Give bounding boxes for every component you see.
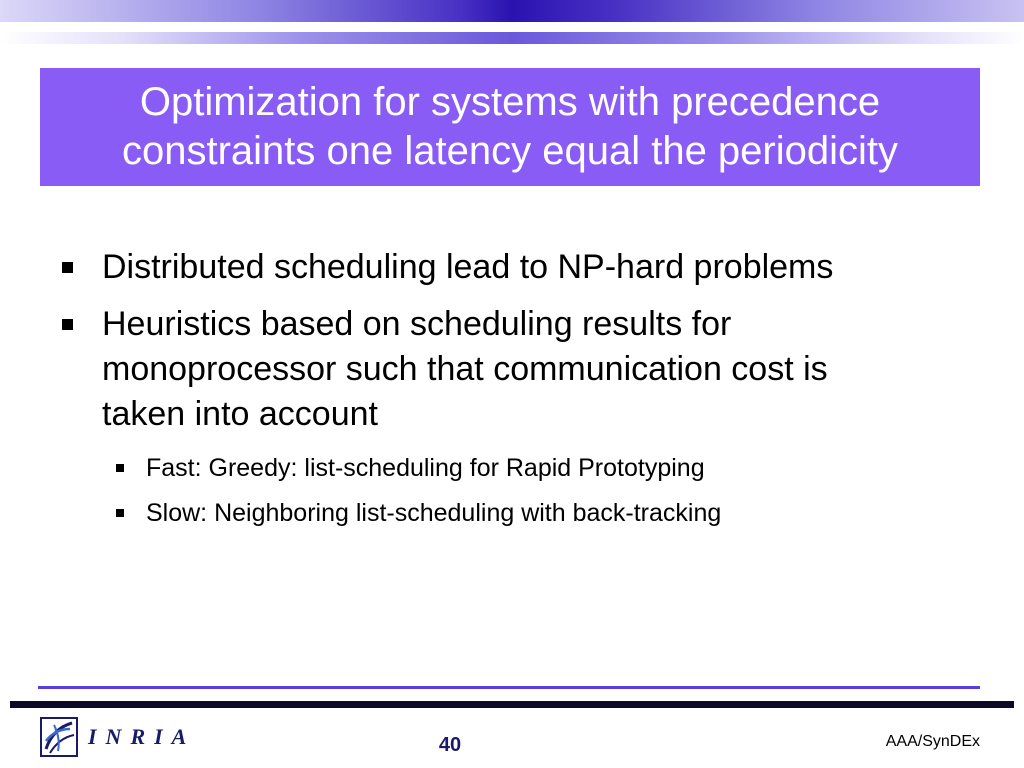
bullet-text-line: monoprocessor such that communication cost is [102, 350, 828, 388]
sub-bullet-item [116, 451, 976, 485]
footer-rule [10, 701, 1014, 708]
square-bullet-icon [116, 464, 124, 472]
bullet-text [102, 302, 982, 437]
logo-wordmark: INRIA [88, 724, 196, 749]
square-bullet-icon [62, 319, 73, 330]
inria-logo [40, 716, 195, 758]
square-bullet-icon [116, 509, 124, 517]
bullet-text-line: taken into account [102, 395, 378, 433]
slide-title: Optimization for systems with precedence constraints one latency equal the periodicity [121, 80, 898, 173]
footer-label: AAA/SynDEx [885, 733, 980, 750]
title-box [40, 68, 980, 186]
top-decorative-band [0, 0, 1024, 22]
bullet-text: Distributed scheduling lead to NP-hard problems [102, 248, 834, 286]
sub-bullet-item [116, 496, 976, 530]
sub-bullet-text: Slow: Neighboring list-scheduling with back-tracking [146, 499, 722, 527]
square-bullet-icon [62, 262, 73, 273]
sub-bullet-text: Fast: Greedy: list-scheduling for Rapid Prototyping [146, 454, 705, 482]
inria-swirl-icon [40, 717, 78, 757]
footer-accent-rule [38, 686, 980, 689]
gradient-decorative-band [0, 32, 1024, 44]
bullet-text-line: Heuristics based on scheduling results for [102, 305, 732, 343]
bullet-item [62, 245, 982, 290]
bullet-item [62, 302, 982, 437]
page-number: 40 [438, 734, 462, 756]
